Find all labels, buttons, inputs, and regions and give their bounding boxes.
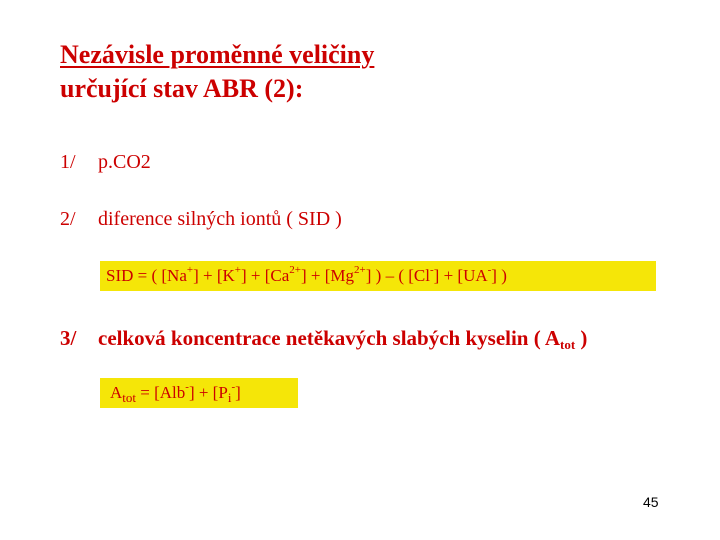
- item-1-text: p.CO2: [98, 151, 151, 173]
- sid-formula-part: SID = ( [Na: [106, 266, 187, 285]
- sid-formula-part: ] + [K: [193, 266, 235, 285]
- atot-formula-box: [100, 378, 298, 408]
- sid-formula-part: ] ): [491, 266, 507, 285]
- atot-formula-part: = [Alb: [136, 383, 186, 402]
- sid-formula-sup: 2+: [354, 264, 366, 276]
- atot-formula-part: ]: [235, 383, 241, 402]
- atot-formula-sup: -: [185, 381, 189, 393]
- sid-formula-part: ] + [UA: [433, 266, 488, 285]
- item-3-subscript: tot: [560, 337, 576, 352]
- title-line-2: určující stav ABR (2):: [60, 74, 304, 103]
- sid-formula-sup: 2+: [289, 264, 302, 276]
- sid-formula-sup: -: [487, 264, 492, 276]
- atot-formula-part: ] + [P: [188, 383, 228, 402]
- sid-formula-sup: -: [429, 264, 434, 276]
- sid-formula-part: ] + [Ca: [241, 266, 290, 285]
- sid-formula-part: ] ) – ( [Cl: [365, 266, 430, 285]
- item-1: [60, 150, 151, 174]
- item-1-number: 1/: [60, 151, 76, 173]
- title-line-1: Nezávisle proměnné veličiny: [60, 40, 375, 69]
- item-3-tail: ): [575, 326, 588, 350]
- item-3-text: celková koncentrace netěkavých slabých kyselin ( A: [98, 326, 560, 350]
- item-2: [60, 207, 342, 231]
- slide-title: [60, 38, 374, 106]
- item-3: [60, 326, 587, 350]
- item-3-number: 3/: [60, 326, 77, 350]
- page-number: 45: [643, 494, 659, 510]
- atot-formula-sup: -: [231, 381, 236, 393]
- sid-formula-box: [100, 261, 656, 291]
- sid-formula-part: ] + [Mg: [301, 266, 355, 285]
- item-2-number: 2/: [60, 208, 76, 230]
- atot-symbol: A: [110, 383, 123, 402]
- sid-formula-sup: +: [234, 264, 241, 276]
- item-2-text: diference silných iontů ( SID ): [98, 208, 342, 230]
- sid-formula-sup: +: [186, 264, 194, 276]
- atot-subscript: tot: [122, 390, 137, 405]
- atot-formula-sub: i: [227, 390, 232, 405]
